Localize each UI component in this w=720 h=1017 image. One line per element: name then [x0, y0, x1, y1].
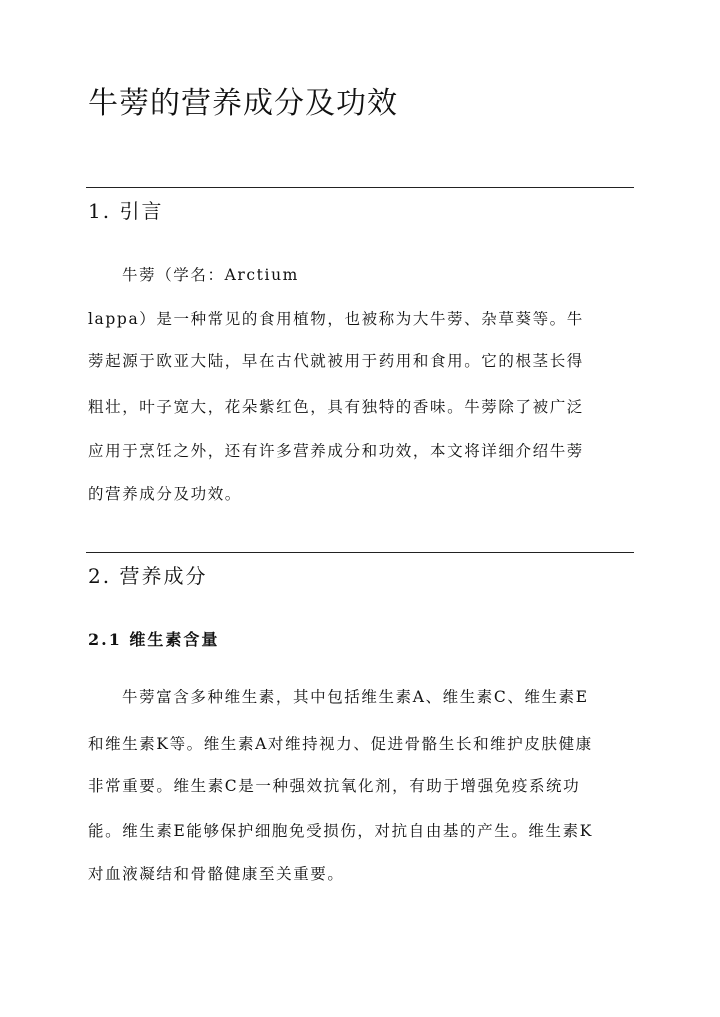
paragraph-line: 的营养成分及功效。: [88, 485, 242, 503]
paragraph-line: lappa）是一种常见的食用植物，也被称为大牛蒡、杂草葵等。牛: [88, 310, 584, 328]
document-title: 牛蒡的营养成分及功效: [88, 86, 398, 121]
paragraph-line: 粗壮，叶子宽大，花朵紫红色，具有独特的香味。牛蒡除了被广泛: [88, 398, 584, 416]
paragraph-line: 蒡起源于欧亚大陆，早在古代就被用于药用和食用。它的根茎长得: [88, 352, 584, 370]
paragraph-line: 能。维生素E能够保护细胞免受损伤，对抗自由基的产生。维生素K: [88, 822, 593, 840]
section-divider: [86, 187, 634, 188]
paragraph-line: 非常重要。维生素C是一种强效抗氧化剂，有助于增强免疫系统功: [88, 777, 581, 795]
paragraph-line: 牛蒡（学名：Arctium: [122, 266, 299, 284]
paragraph-line: 和维生素K等。维生素A对维持视力、促进骨骼生长和维护皮肤健康: [88, 735, 593, 753]
paragraph-line: 对血液凝结和骨骼健康至关重要。: [88, 865, 345, 883]
paragraph-line: 牛蒡富含多种维生素，其中包括维生素A、维生素C、维生素E: [122, 688, 589, 706]
section-heading-nutrients: 2. 营养成分: [88, 564, 208, 588]
section-heading-introduction: 1. 引言: [88, 199, 164, 223]
paragraph-line: 应用于烹饪之外，还有许多营养成分和功效，本文将详细介绍牛蒡: [88, 442, 584, 460]
subsection-heading-vitamins: 2.1 维生素含量: [88, 630, 220, 649]
section-divider: [86, 552, 634, 553]
